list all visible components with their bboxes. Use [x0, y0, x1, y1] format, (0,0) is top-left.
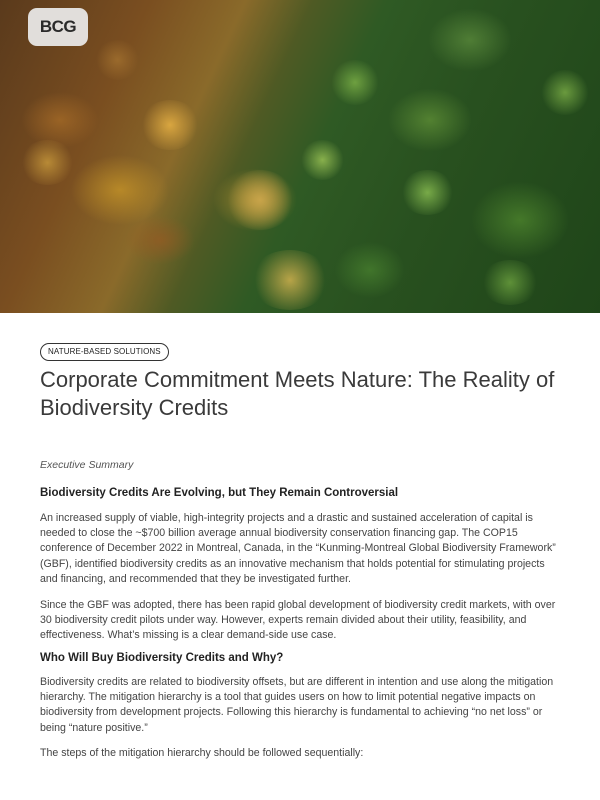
section-heading-who-will-buy: Who Will Buy Biodiversity Credits and Why? — [40, 652, 284, 664]
section-label: Executive Summary — [40, 459, 134, 471]
category-tag[interactable]: NATURE-BASED SOLUTIONS — [40, 343, 169, 361]
bcg-logo[interactable]: BCG — [28, 8, 88, 46]
hero-image — [0, 0, 600, 313]
paragraph-financing-gap: An increased supply of viable, high-integrity projects and a drastic and sustained acceleration of capital is needed to close the ~$700 billion average annual biodiversity conservation financing gap. The COP15 conference of December 2022 in Montreal, Canada, in the “Kunming-Montreal Global Biodiversity Framework” (GBF), identified biodiversity credits as an innovative mechanism that holds potential for stimulating projects and financing, and recommended that they be investigated further. — [40, 512, 556, 585]
paragraph-market-development: Since the GBF was adopted, there has been rapid global development of biodiversity credit markets, with over 30 biodiversity credit pilots under way. However, experts remain divided about their utility, feasibility, and effectiveness. What’s missing is a clear demand-side use case. — [40, 599, 556, 642]
section-heading-credits-evolving: Biodiversity Credits Are Evolving, but They Remain Controversial — [40, 487, 399, 499]
paragraph-mitigation-hierarchy: Biodiversity credits are related to biodiversity offsets, but are different in intention and use along the mitigation hierarchy. The mitigation hierarchy is a tool that guides users on how to limit potential negative impacts on biodiversity from development projects. Following this hierarchy is fundamental to achieving “no net loss” or being “nature positive.” — [40, 676, 554, 734]
page-title: Corporate Commitment Meets Nature: The Reality of Biodiversity Credits — [40, 367, 555, 420]
paragraph-steps-intro: The steps of the mitigation hierarchy should be followed sequentially: — [40, 747, 364, 759]
